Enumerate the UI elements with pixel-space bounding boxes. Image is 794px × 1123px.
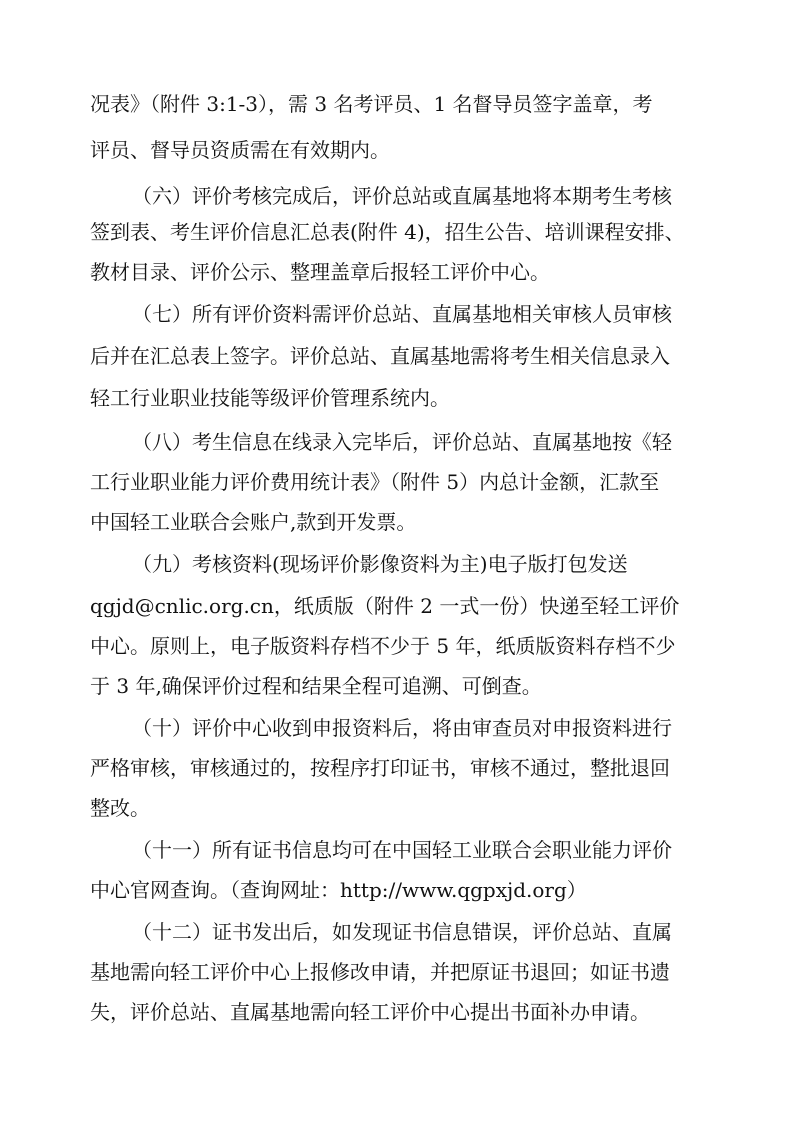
text-line: 评员、督导员资质需在有效期内。 bbox=[90, 138, 390, 162]
text-line: 况表》（附件 3:1-3），需 3 名考评员、1 名督导员签字盖章，考 bbox=[90, 92, 653, 116]
text-line: 轻工行业职业技能等级评价管理系统内。 bbox=[90, 386, 450, 410]
text-line: 中国轻工业联合会账户,款到开发票。 bbox=[90, 510, 417, 534]
text-line: （十）评价中心收到申报资料后，将由审查员对申报资料进行 bbox=[132, 716, 672, 740]
text-line: （十二）证书发出后，如发现证书信息错误，评价总站、直属 bbox=[132, 920, 672, 944]
text-line: （九）考核资料(现场评价影像资料为主)电子版打包发送 bbox=[132, 552, 628, 576]
text-line: 签到表、考生评价信息汇总表(附件 4)，招生公告、培训课程安排、 bbox=[90, 220, 685, 244]
text-line: 整改。 bbox=[90, 796, 150, 820]
text-line: qgjd@cnlic.org.cn，纸质版（附件 2 一式一份）快递至轻工评价 bbox=[90, 594, 680, 618]
text-line: 失，评价总站、直属基地需向轻工评价中心提出书面补办申请。 bbox=[90, 1000, 650, 1024]
text-line: 后并在汇总表上签字。评价总站、直属基地需将考生相关信息录入 bbox=[90, 344, 670, 368]
text-line: 基地需向轻工评价中心上报修改申请，并把原证书退回；如证书遗 bbox=[90, 960, 670, 984]
text-line: （十一）所有证书信息均可在中国轻工业联合会职业能力评价 bbox=[132, 838, 672, 862]
text-line: 中心。原则上，电子版资料存档不少于 5 年，纸质版资料存档不少 bbox=[90, 634, 676, 658]
text-line: （六）评价考核完成后，评价总站或直属基地将本期考生考核 bbox=[132, 184, 672, 208]
text-line: 教材目录、评价公示、整理盖章后报轻工评价中心。 bbox=[90, 260, 550, 284]
text-line: （七）所有评价资料需评价总站、直属基地相关审核人员审核 bbox=[132, 302, 672, 326]
text-line: （八）考生信息在线录入完毕后，评价总站、直属基地按《轻 bbox=[132, 430, 672, 454]
text-line: 工行业职业能力评价费用统计表》（附件 5）内总计金额，汇款至 bbox=[90, 470, 660, 494]
text-line: 中心官网查询。（查询网址：http://www.qgpxjd.org） bbox=[90, 878, 587, 902]
text-line: 于 3 年,确保评价过程和结果全程可追溯、可倒查。 bbox=[90, 674, 542, 698]
text-line: 严格审核，审核通过的，按程序打印证书，审核不通过，整批退回 bbox=[90, 756, 670, 780]
